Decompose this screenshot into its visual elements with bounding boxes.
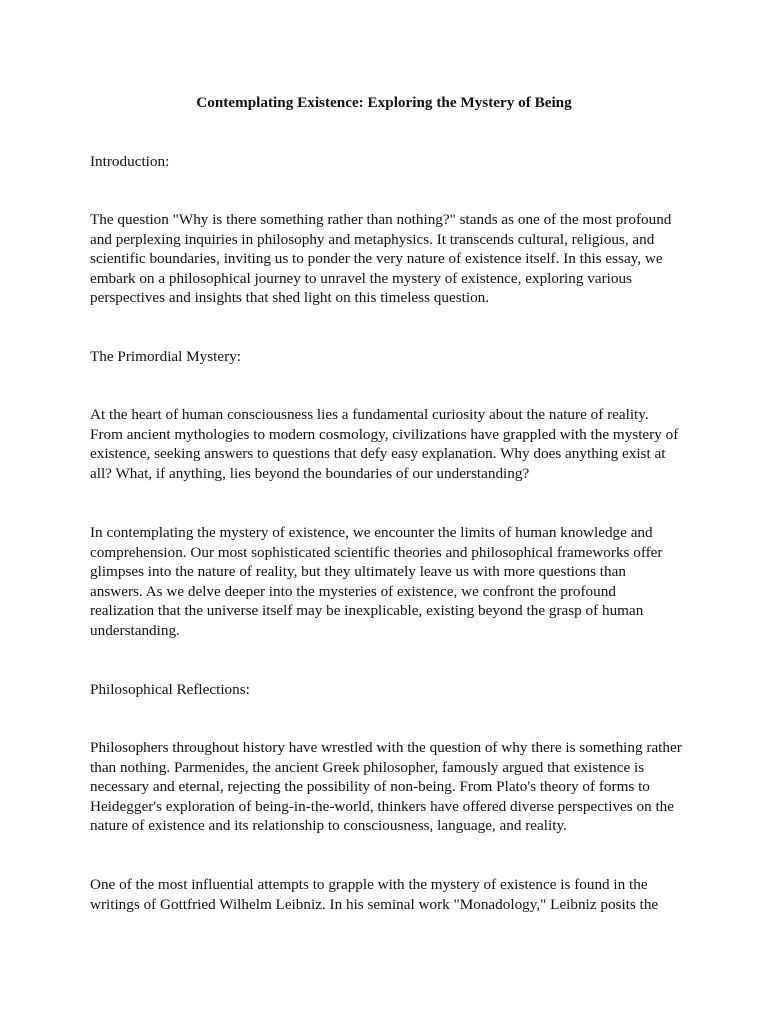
paragraph-reflections-1 — [90, 738, 688, 836]
text-line: than nothing. Parmenides, the ancient Greek philosopher, famously argued that existence is — [90, 758, 645, 776]
text-line: and perplexing inquiries in philosophy and metaphysics. It transcends cultural, religious, and — [90, 230, 655, 248]
text-line: One of the most influential attempts to grapple with the mystery of existence is found in the — [90, 876, 648, 893]
text-line: The question "Why is there something rather than nothing?" stands as one of the most profound — [90, 211, 672, 228]
text-line: perspectives and insights that shed light on this timeless question. — [90, 289, 490, 306]
text-line: answers. As we delve deeper into the mysteries of existence, we confront the profound — [90, 582, 616, 600]
text-line: understanding. — [90, 621, 180, 639]
paragraph-primordial-1 — [90, 405, 688, 483]
section-heading-philosophical-reflections: Philosophical Reflections: — [90, 681, 250, 698]
text-line: all? What, if anything, lies beyond the boundaries of our understanding? — [90, 464, 530, 482]
section-heading-introduction: Introduction: — [90, 153, 170, 170]
text-line: necessary and eternal, rejecting the possibility of non-being. From Plato's theory of forms to — [90, 778, 650, 795]
paragraph-reflections-2 — [90, 875, 688, 914]
section-heading-primordial-mystery: The Primordial Mystery: — [90, 348, 242, 365]
text-line: Heidegger's exploration of being-in-the-world, thinkers have offered diverse perspectives on the — [90, 797, 675, 815]
text-line: embark on a philosophical journey to unravel the mystery of existence, exploring various — [90, 269, 632, 287]
text-line: In contemplating the mystery of existence, we encounter the limits of human knowledge and — [90, 524, 653, 541]
text-line: nature of existence and its relationship to consciousness, language, and reality. — [90, 817, 567, 834]
text-line: At the heart of human consciousness lies a fundamental curiosity about the nature of reality. — [90, 406, 649, 423]
text-line: Philosophers throughout history have wrestled with the question of why there is something rather — [90, 739, 682, 756]
paragraph-primordial-2 — [90, 523, 688, 640]
text-line: comprehension. Our most sophisticated scientific theories and philosophical frameworks offer — [90, 543, 663, 561]
text-line: writings of Gottfried Wilhelm Leibniz. In his seminal work "Monadology," Leibniz posits the — [90, 895, 659, 913]
document-title: Contemplating Existence: Exploring the Mystery of Being — [196, 94, 572, 111]
text-line: existence, seeking answers to questions that defy easy explanation. Why does anything exist at — [90, 445, 666, 462]
paragraph-introduction — [90, 210, 688, 308]
text-line: scientific boundaries, inviting us to ponder the very nature of existence itself. In this essay, we — [90, 250, 663, 267]
text-line: glimpses into the nature of reality, but they ultimately leave us with more questions than — [90, 563, 626, 580]
text-line: realization that the universe itself may be inexplicable, existing beyond the grasp of human — [90, 602, 644, 619]
text-line: From ancient mythologies to modern cosmology, civilizations have grappled with the mystery of — [90, 425, 679, 443]
